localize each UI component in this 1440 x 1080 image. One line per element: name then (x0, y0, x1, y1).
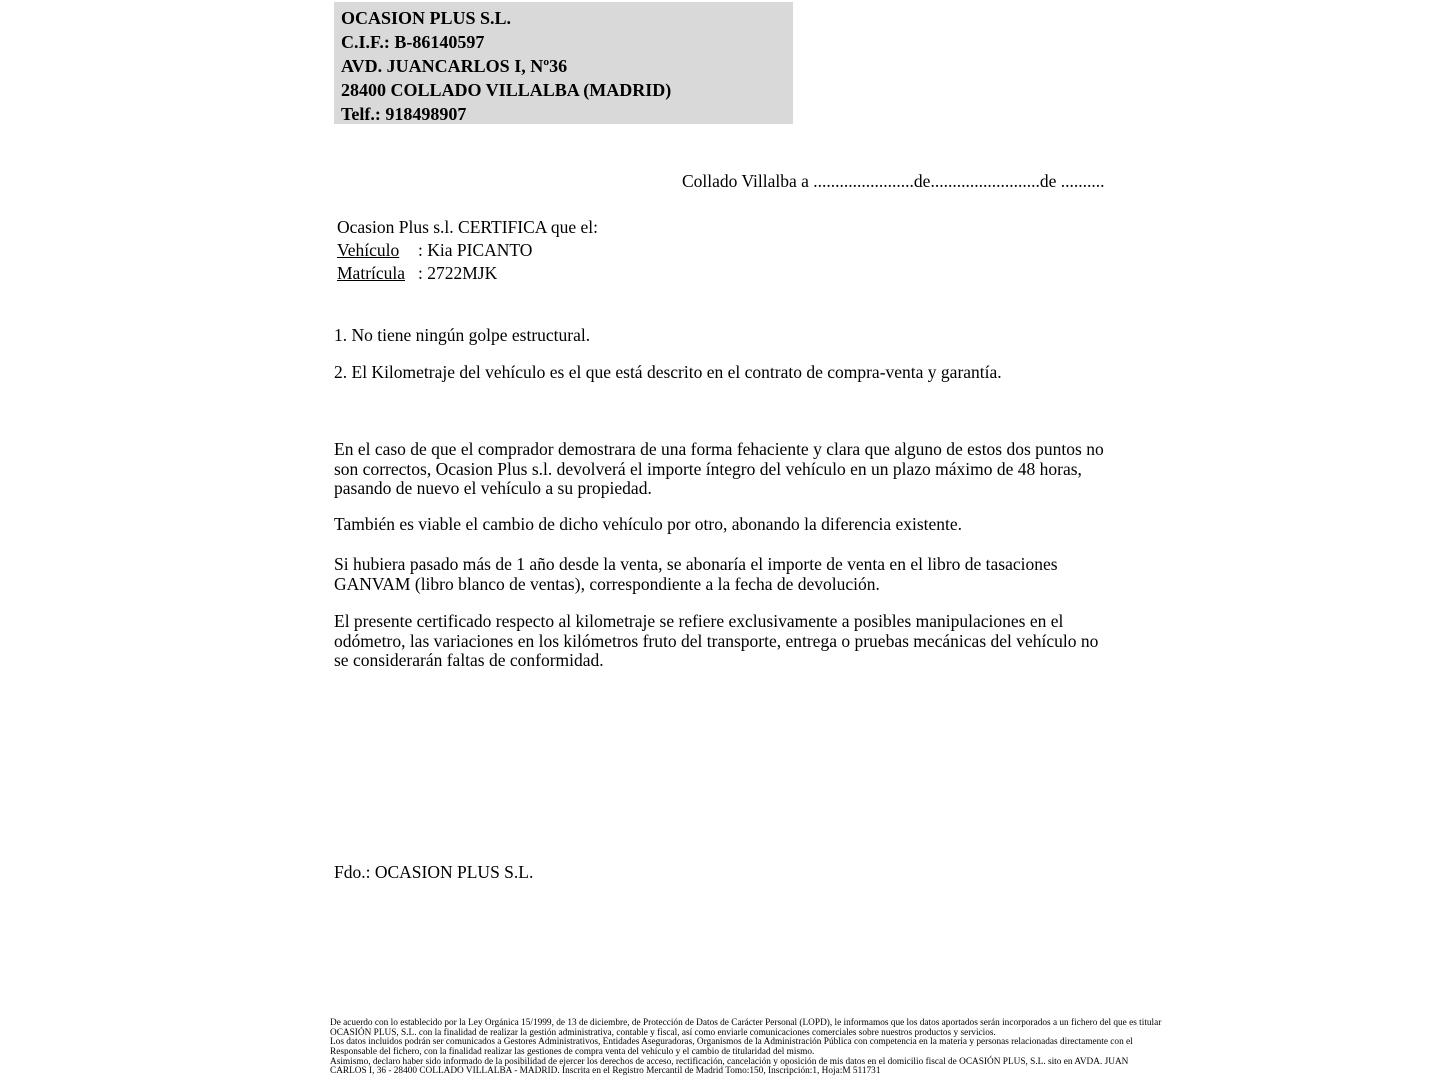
legal-footer-line: Asimismo, declaro haber sido informado de la posibilidad de ejercer los derechos de acceso, rectificación, cancelación y oposición de mis datos en el domicilio fiscal de OCASIÓN PLUS, S.L. sito en AVDA. JUAN (330, 1056, 1129, 1067)
legal-footer-line: Los datos incluidos podrán ser comunicados a Gestores Administrativos, Entidades Aseguradoras, Organismos de la Administración Pública con competencia en la materia y personas relacionadas directamente con el (330, 1037, 1133, 1048)
clause-2: 2. El Kilometraje del vehículo es el que está descrito en el contrato de compra-venta y garantía. (334, 362, 1002, 382)
paragraph-refund: En el caso de que el comprador demostrara de una forma fehaciente y clara que alguno de estos dos puntos no son correctos, Ocasion Plus s.l. devolverá el importe íntegro del vehículo en un plazo máximo de 48 horas, pasando de nuevo el vehículo a su propiedad. (334, 439, 1104, 499)
company-name: OCASION PLUS S.L. (341, 8, 512, 28)
vehicle-label: Vehículo (337, 240, 400, 260)
company-address: AVD. JUANCARLOS I, Nº36 (341, 56, 568, 76)
date-line: Collado Villalba a .......................de.........................de .......... (682, 171, 1105, 191)
paragraph-ganvam: Si hubiera pasado más de 1 año desde la venta, se abonaría el importe de venta en el libro de tasaciones GANVAM (libro blanco de ventas), correspondiente a la fecha de devolución. (334, 554, 1058, 594)
company-city: 28400 COLLADO VILLALBA (MADRID) (341, 80, 672, 100)
legal-footer-line: OCASIÓN PLUS, S.L. con la finalidad de realizar la gestión administrativa, contable y fiscal, así como enviarle comunicaciones comerciales sobre nuestros productos y servicios. (330, 1027, 996, 1038)
paragraph-exchange: También es viable el cambio de dicho vehículo por otro, abonando la diferencia existente. (334, 514, 963, 534)
certificate-block (337, 216, 598, 285)
plate-label: Matrícula (337, 263, 406, 283)
company-cif: C.I.F.: B-86140597 (341, 32, 485, 52)
vehicle-value: : Kia PICANTO (418, 240, 533, 260)
company-phone: Telf.: 918498907 (341, 104, 467, 124)
plate-field (337, 262, 598, 285)
legal-footer-line: De acuerdo con lo establecido por la Ley Orgánica 15/1999, de 13 de diciembre, de Protección de Datos de Carácter Personal (LOPD), le informamos que los datos aportados serán incorporados a un fichero del que es titular (330, 1018, 1162, 1028)
signature-line: Fdo.: OCASION PLUS S.L. (334, 862, 534, 882)
vehicle-field (337, 239, 598, 262)
legal-footer (330, 1019, 1161, 1077)
plate-value: : 2722MJK (418, 263, 498, 283)
paragraph-odometer: El presente certificado respecto al kilometraje se refiere exclusivamente a posibles manipulaciones en el odómetro, las variaciones en los kilómetros fruto del transporte, entrega o pruebas mecánicas del vehículo no se considerarán faltas de conformidad. (334, 611, 1099, 671)
clause-1: 1. No tiene ningún golpe estructural. (334, 325, 591, 345)
certificate-intro: Ocasion Plus s.l. CERTIFICA que el: (337, 217, 598, 237)
legal-footer-line: CARLOS I, 36 - 28400 COLLADO VILLALBA - MADRID. Inscrita en el Registro Mercantil de Madrid Tomo:150, Inscripción:1, Hoja:M 511731 (330, 1066, 881, 1077)
legal-footer-line: Responsable del fichero, con la finalidad realizar las gestiones de compra venta del vehículo y el cambio de titularidad del mismo. (330, 1046, 815, 1057)
company-letterhead (334, 2, 793, 124)
